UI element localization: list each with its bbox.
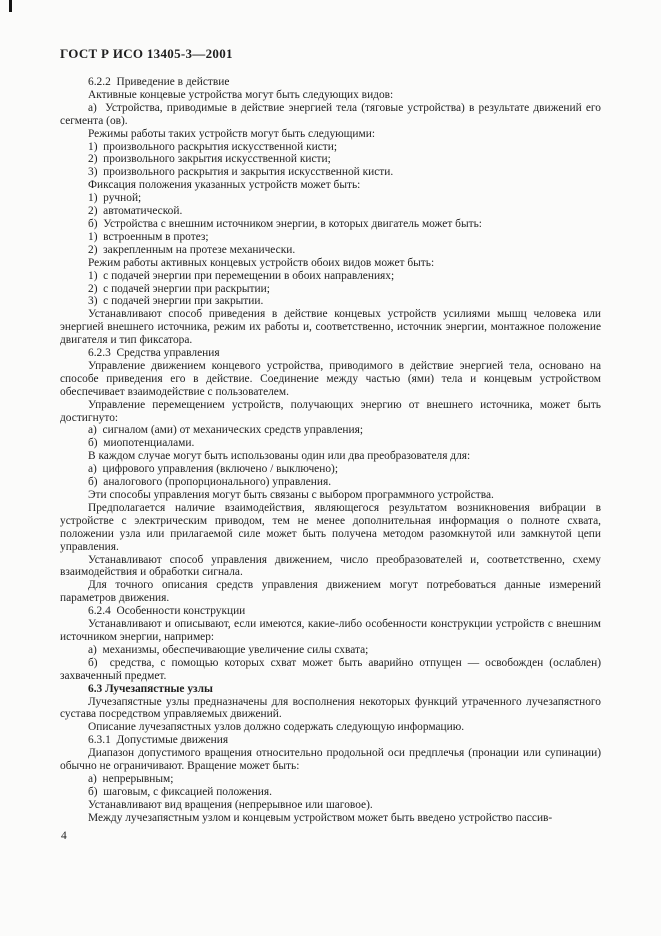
paragraph: 6.3.1 Допустимые движения (88, 734, 229, 747)
scan-artifact-mark (9, 0, 12, 12)
paragraph: а) механизмы, обеспечивающие увеличение силы схвата; (88, 643, 369, 656)
paragraph: б) аналогового (пропорционального) управления. (88, 476, 332, 489)
paragraph: 3) произвольного раскрытия и закрытия искусственной кисти. (88, 166, 394, 179)
paragraph: 1) с подачей энергии при перемещении в обоих направлениях; (88, 269, 395, 282)
document-code-header: ГОСТ Р ИСО 13405-3—2001 (60, 46, 233, 61)
paragraph: Активные концевые устройства могут быть следующих видов: (88, 88, 394, 101)
paragraph: а) непрерывным; (88, 772, 174, 785)
paragraph: Эти способы управления могут быть связаны с выбором программного устройства. (88, 489, 494, 501)
paragraph: 6.2.2 Приведение в действие (88, 76, 230, 88)
paragraph: Управление перемещением устройств, получающих энергию от внешнего источника, может быть достигнуто: (60, 398, 601, 424)
paragraph: б) шаговым, с фиксацией положения. (88, 785, 272, 798)
paragraph: 1) ручной; (88, 192, 142, 205)
paragraph: Фиксация положения указанных устройств может быть: (88, 179, 361, 192)
paragraph: 6.2.4 Особенности конструкции (88, 605, 246, 618)
paragraph: Устанавливают способ управления движением, число преобразователей и, соответственно, схему взаимодействия и обработки сигнала. (60, 553, 601, 579)
paragraph: 2) произвольного закрытия искусственной кисти; (88, 153, 331, 166)
paragraph: 2) закрепленным на протезе механически. (88, 243, 296, 256)
paragraph: Режим работы активных концевых устройств обоих видов может быть: (88, 256, 435, 269)
paragraph: Управление движением концевого устройства, приводимого в действие энергией тела, основано на способе приведения его в действие. Соединение между частью (ями) тела и концевым устройством обеспечивает взаимодействие с пользователем. (60, 359, 601, 398)
paragraph: Лучезапястные узлы предназначены для восполнения некоторых функций утраченного лучезапястного сустава посредством управляемых движений. (60, 695, 601, 721)
paragraph: б) Устройства с внешним источником энергии, в которых двигатель может быть: (88, 217, 482, 230)
document-body (60, 76, 601, 825)
paragraph: Устанавливают и описывают, если имеются, какие-либо особенности конструкции устройств с внешним источником энергии, например: (60, 618, 601, 643)
paragraph: а) цифрового управления (включено / выключено); (88, 463, 338, 476)
paragraph: Устанавливают вид вращения (непрерывное или шаговое). (88, 798, 373, 811)
paragraph: Диапазон допустимого вращения относительно продольной оси предплечья (пронации или супинации) обычно не ограничивают. Вращение может быть: (60, 747, 601, 773)
paragraph: 6.2.3 Средства управления (88, 347, 220, 360)
paragraph: Для точного описания средств управления движением могут потребоваться данные измерений параметров движения. (60, 579, 601, 605)
paragraph: 1) встроенным в протез; (88, 230, 209, 243)
page-number: 4 (61, 830, 67, 842)
paragraph: 1) произвольного раскрытия искусственной кисти; (88, 140, 337, 153)
paragraph: а) Устройства, приводимые в действие энергией тела (тяговые устройства) в результате движений его сегмента (ов). (60, 101, 601, 127)
paragraph: Между лучезапястным узлом и концевым устройством может быть введено устройство пассив- (88, 811, 553, 824)
paragraph: 3) с подачей энергии при закрытии. (88, 295, 264, 308)
paragraph: б) средства, с помощью которых схват может быть аварийно отпущен — освобожден (ослаблен) захваченный предмет. (60, 656, 601, 682)
paragraph: 2) с подачей энергии при раскрытии; (88, 282, 270, 295)
paragraph: а) сигналом (ами) от механических средств управления; (88, 424, 364, 437)
paragraph: б) миопотенциалами. (88, 437, 195, 450)
paragraph: 2) автоматической. (88, 205, 183, 218)
paragraph: Режимы работы таких устройств могут быть следующими: (88, 127, 375, 140)
section-heading: 6.3 Лучезапястные узлы (88, 682, 213, 695)
paragraph: Описание лучезапястных узлов должно содержать следующую информацию. (88, 721, 465, 734)
paragraph: Устанавливают способ приведения в действие концевых устройств усилиями мышц человека или энергией внешнего источника, режим их работы и, соответственно, источник энергии, монтажное положение двигателя и тип фиксатора. (60, 308, 601, 347)
paragraph: Предполагается наличие взаимодействия, являющегося результатом возникновения вибрации в устройстве с электрическим приводом, тем не менее дополнительная информация о полноте схвата, положении узла или прилагаемой силе может быть получена методом разомкнутой или замкнутой цепи управления. (60, 501, 601, 553)
paragraph: В каждом случае могут быть использованы один или два преобразователя для: (88, 450, 471, 463)
